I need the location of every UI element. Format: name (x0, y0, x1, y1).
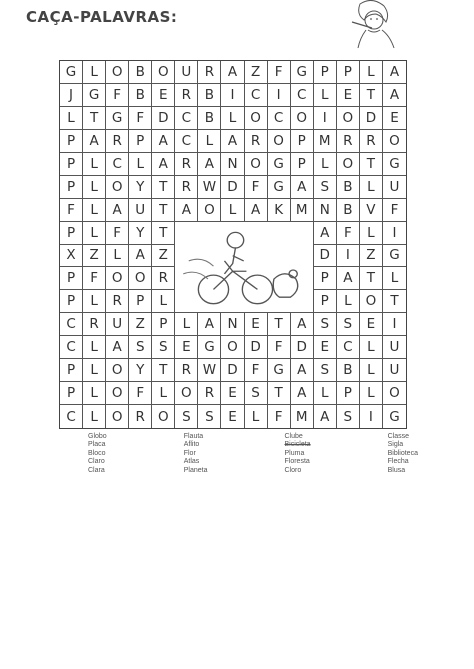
grid-letter: O (129, 267, 152, 290)
grid-letter: R (198, 382, 221, 405)
grid-letter: A (221, 61, 244, 84)
grid-letter: T (268, 382, 291, 405)
grid-letter: D (245, 336, 268, 359)
grid-letter: O (198, 199, 221, 222)
word-list-item: Flor (183, 449, 196, 457)
grid-letter: S (198, 405, 221, 428)
grid-letter: D (291, 336, 314, 359)
grid-letter: O (268, 130, 291, 153)
grid-letter: I (383, 313, 406, 336)
grid-letter: A (198, 313, 221, 336)
grid-letter: F (106, 222, 129, 245)
grid-letter: O (106, 405, 129, 428)
grid-letter: E (314, 336, 337, 359)
grid-letter: T (360, 84, 383, 107)
grid-letter: S (314, 176, 337, 199)
grid-letter: O (152, 61, 175, 84)
grid-letter: D (221, 176, 244, 199)
grid-letter: G (106, 107, 129, 130)
grid-letter: T (152, 199, 175, 222)
grid-letter: P (291, 153, 314, 176)
word-list-item: Claro (88, 458, 105, 466)
word-list-item: Placa (88, 441, 106, 449)
grid-letter: Z (245, 61, 268, 84)
grid-letter: A (314, 222, 337, 245)
grid-letter: P (60, 382, 83, 405)
grid-letter: R (245, 130, 268, 153)
grid-letter: P (60, 222, 83, 245)
grid-letter: W (198, 359, 221, 382)
grid-letter: A (129, 245, 152, 268)
grid-letter: A (383, 84, 406, 107)
grid-letter: N (221, 313, 244, 336)
grid-letter: L (83, 153, 106, 176)
grid-letter: F (268, 336, 291, 359)
grid-letter: L (83, 405, 106, 428)
grid-letter: K (268, 199, 291, 222)
grid-letter: L (106, 245, 129, 268)
grid-letter: E (245, 313, 268, 336)
grid-letter: C (175, 107, 198, 130)
grid-letter: L (83, 290, 106, 313)
grid-letter: N (314, 199, 337, 222)
grid-letter: L (221, 199, 244, 222)
grid-letter: P (314, 61, 337, 84)
grid-letter: L (360, 359, 383, 382)
grid-letter: L (60, 107, 83, 130)
grid-letter: I (337, 245, 360, 268)
grid-letter: D (314, 245, 337, 268)
grid-letter: L (221, 107, 244, 130)
grid-letter: A (291, 359, 314, 382)
word-list-column (388, 433, 418, 475)
page-title: CAÇA-PALAVRAS: (26, 8, 178, 26)
word-list-item: Biblioteca (387, 449, 418, 457)
girl-with-flute-illustration (338, 0, 400, 50)
grid-letter: L (152, 290, 175, 313)
grid-letter: S (337, 405, 360, 428)
grid-letter: B (337, 176, 360, 199)
grid-letter: R (106, 290, 129, 313)
word-list-item: Clara (88, 466, 105, 474)
grid-letter: C (106, 153, 129, 176)
grid-letter: A (245, 199, 268, 222)
word-list-item: Bloco (88, 449, 106, 457)
word-list-item: Floresta (284, 458, 310, 466)
word-list-item: Flecha (387, 458, 409, 466)
grid-letter: L (383, 267, 406, 290)
grid-letter: P (60, 359, 83, 382)
grid-letter: L (83, 199, 106, 222)
grid-letter: P (314, 290, 337, 313)
grid-letter: O (152, 405, 175, 428)
grid-letter: Z (83, 245, 106, 268)
grid-letter: F (268, 61, 291, 84)
grid-letter: T (268, 313, 291, 336)
grid-letter: B (337, 359, 360, 382)
grid-letter: S (175, 405, 198, 428)
grid-letter: A (106, 199, 129, 222)
grid-letter: U (129, 199, 152, 222)
grid-letter: O (245, 153, 268, 176)
grid-letter: L (314, 84, 337, 107)
grid-letter: A (314, 405, 337, 428)
grid-letter: E (337, 84, 360, 107)
grid-letter: G (383, 245, 406, 268)
grid-letter: Z (129, 313, 152, 336)
grid-letter: S (314, 359, 337, 382)
grid-letter: W (198, 176, 221, 199)
grid-letter: G (198, 336, 221, 359)
grid-letter: P (60, 267, 83, 290)
grid-letter: R (175, 153, 198, 176)
grid-letter: F (106, 84, 129, 107)
grid-letter: B (129, 61, 152, 84)
grid-letter: A (83, 130, 106, 153)
grid-letter: F (245, 176, 268, 199)
grid-letter: E (221, 405, 244, 428)
grid-letter: O (337, 153, 360, 176)
grid-letter: X (60, 245, 83, 268)
grid-letter: O (245, 107, 268, 130)
word-list-column (88, 433, 107, 475)
grid-letter: P (60, 176, 83, 199)
grid-letter: L (314, 382, 337, 405)
grid-letter: U (383, 176, 406, 199)
grid-letter: G (268, 359, 291, 382)
grid-letter: M (291, 405, 314, 428)
grid-letter: C (337, 336, 360, 359)
grid-letter: Z (152, 245, 175, 268)
grid-letter: P (60, 130, 83, 153)
word-list-item: Planeta (183, 466, 208, 474)
word-list-item: Aflito (183, 441, 200, 449)
grid-letter: A (175, 199, 198, 222)
grid-letter: P (129, 130, 152, 153)
grid-letter: C (291, 84, 314, 107)
grid-letter: A (106, 336, 129, 359)
grid-letter: O (106, 382, 129, 405)
grid-letter: L (245, 405, 268, 428)
grid-letter: F (129, 382, 152, 405)
grid-letter: O (106, 267, 129, 290)
grid-letter: R (175, 176, 198, 199)
grid-letter: P (337, 61, 360, 84)
grid-letter: I (314, 107, 337, 130)
grid-letter: E (360, 313, 383, 336)
grid-letter: F (245, 359, 268, 382)
grid-letter: T (152, 359, 175, 382)
grid-letter: P (337, 382, 360, 405)
grid-letter: L (360, 61, 383, 84)
grid-letter: I (268, 84, 291, 107)
word-list-column (184, 433, 208, 475)
grid-letter: L (152, 382, 175, 405)
grid-letter: F (83, 267, 106, 290)
grid-letter: C (60, 405, 83, 428)
grid-letter: O (383, 382, 406, 405)
grid-letter: C (245, 84, 268, 107)
grid-letter: E (152, 84, 175, 107)
grid-letter: Z (360, 245, 383, 268)
grid-letter: L (83, 176, 106, 199)
grid-letter: L (83, 359, 106, 382)
grid-letter: A (198, 153, 221, 176)
grid-letter: R (175, 84, 198, 107)
grid-letter: E (383, 107, 406, 130)
grid-letter: S (129, 336, 152, 359)
grid-letter: O (106, 359, 129, 382)
grid-letter: O (175, 382, 198, 405)
grid-letter: U (175, 61, 198, 84)
grid-letter: I (383, 222, 406, 245)
word-list-item: Cloro (284, 466, 302, 474)
grid-letter: A (291, 382, 314, 405)
grid-letter: T (152, 222, 175, 245)
grid-letter: L (337, 290, 360, 313)
grid-letter: U (383, 336, 406, 359)
grid-letter: U (106, 313, 129, 336)
grid-letter: S (337, 313, 360, 336)
grid-letter: F (60, 199, 83, 222)
grid-letter: F (383, 199, 406, 222)
grid-letter: N (221, 153, 244, 176)
grid-letter: A (152, 153, 175, 176)
grid-letter: C (60, 336, 83, 359)
grid-letter: T (360, 267, 383, 290)
grid-letter: L (83, 61, 106, 84)
grid-letter: B (129, 84, 152, 107)
grid-letter: A (337, 267, 360, 290)
grid-letter: U (383, 359, 406, 382)
grid-letter: S (314, 313, 337, 336)
grid-letter: R (106, 130, 129, 153)
grid-letter: O (291, 107, 314, 130)
grid-letter: S (152, 336, 175, 359)
word-list-item: Flauta (183, 433, 204, 440)
grid-letter: O (360, 290, 383, 313)
grid-letter: B (337, 199, 360, 222)
grid-letter: G (291, 61, 314, 84)
grid-letter: A (221, 130, 244, 153)
grid-letter: A (152, 130, 175, 153)
grid-letter: L (198, 130, 221, 153)
word-list-item: Classe (387, 433, 410, 440)
grid-letter: I (360, 405, 383, 428)
word-list-item: Blusa (387, 466, 406, 474)
grid-letter: B (198, 84, 221, 107)
grid-letter: R (175, 359, 198, 382)
grid-letter: L (360, 222, 383, 245)
word-list-column (285, 433, 311, 475)
grid-letter: D (221, 359, 244, 382)
grid-letter: L (83, 336, 106, 359)
word-list (88, 433, 418, 475)
grid-letter: O (221, 336, 244, 359)
grid-letter: A (383, 61, 406, 84)
grid-letter: P (60, 153, 83, 176)
grid-letter: R (360, 130, 383, 153)
grid-letter: G (268, 153, 291, 176)
grid-letter: R (198, 61, 221, 84)
grid-letter: R (337, 130, 360, 153)
grid-letter: R (129, 405, 152, 428)
grid-letter: O (383, 130, 406, 153)
word-search-grid (59, 60, 407, 429)
grid-letter: G (268, 176, 291, 199)
grid-letter: E (175, 336, 198, 359)
grid-letter: F (129, 107, 152, 130)
word-list-item: Atlas (183, 458, 200, 466)
grid-letter: P (129, 290, 152, 313)
grid-letter: S (245, 382, 268, 405)
grid-letter: F (268, 405, 291, 428)
grid-letter: L (314, 153, 337, 176)
grid-letter: L (175, 313, 198, 336)
word-list-item: Sigla (387, 441, 404, 449)
word-list-item: Bicicleta (284, 441, 311, 449)
grid-letter: L (83, 222, 106, 245)
word-list-item: Clube (284, 433, 303, 440)
grid-letter: P (291, 130, 314, 153)
grid-letter: R (83, 313, 106, 336)
grid-letter: L (360, 336, 383, 359)
grid-letter: T (360, 153, 383, 176)
grid-letter: D (360, 107, 383, 130)
grid-letter: M (291, 199, 314, 222)
grid-letter: L (360, 176, 383, 199)
grid-letter: L (129, 153, 152, 176)
grid-letter: C (60, 313, 83, 336)
grid-letter: P (152, 313, 175, 336)
grid-letter: J (60, 84, 83, 107)
grid-letter: T (83, 107, 106, 130)
grid-letter: L (360, 382, 383, 405)
grid-letter: P (60, 290, 83, 313)
grid-letter: F (337, 222, 360, 245)
grid-letter: A (291, 176, 314, 199)
grid-letter: P (314, 267, 337, 290)
grid-letter: O (337, 107, 360, 130)
grid-letter: V (360, 199, 383, 222)
grid-letter: A (291, 313, 314, 336)
grid-letter: E (221, 382, 244, 405)
grid-letter: O (106, 61, 129, 84)
grid-letter: G (383, 153, 406, 176)
grid-letter: L (83, 382, 106, 405)
grid-letter: Y (129, 176, 152, 199)
grid-letter: G (389, 408, 400, 425)
word-list-item: Pluma (284, 449, 305, 457)
grid-letter: C (268, 107, 291, 130)
grid-letter: G (60, 61, 83, 84)
grid-letter: T (152, 176, 175, 199)
grid-letter: G (83, 84, 106, 107)
grid-letter: C (175, 130, 198, 153)
grid-letter: D (152, 107, 175, 130)
grid-letter: B (198, 107, 221, 130)
grid-letter: M (314, 130, 337, 153)
boy-on-bicycle-illustration (175, 222, 313, 314)
grid-letter: Y (129, 222, 152, 245)
grid-letter: Y (129, 359, 152, 382)
grid-letter: I (221, 84, 244, 107)
grid-letter: R (152, 267, 175, 290)
grid-letter: T (383, 290, 406, 313)
word-list-item: Globo (88, 433, 107, 440)
grid-letter: O (106, 176, 129, 199)
